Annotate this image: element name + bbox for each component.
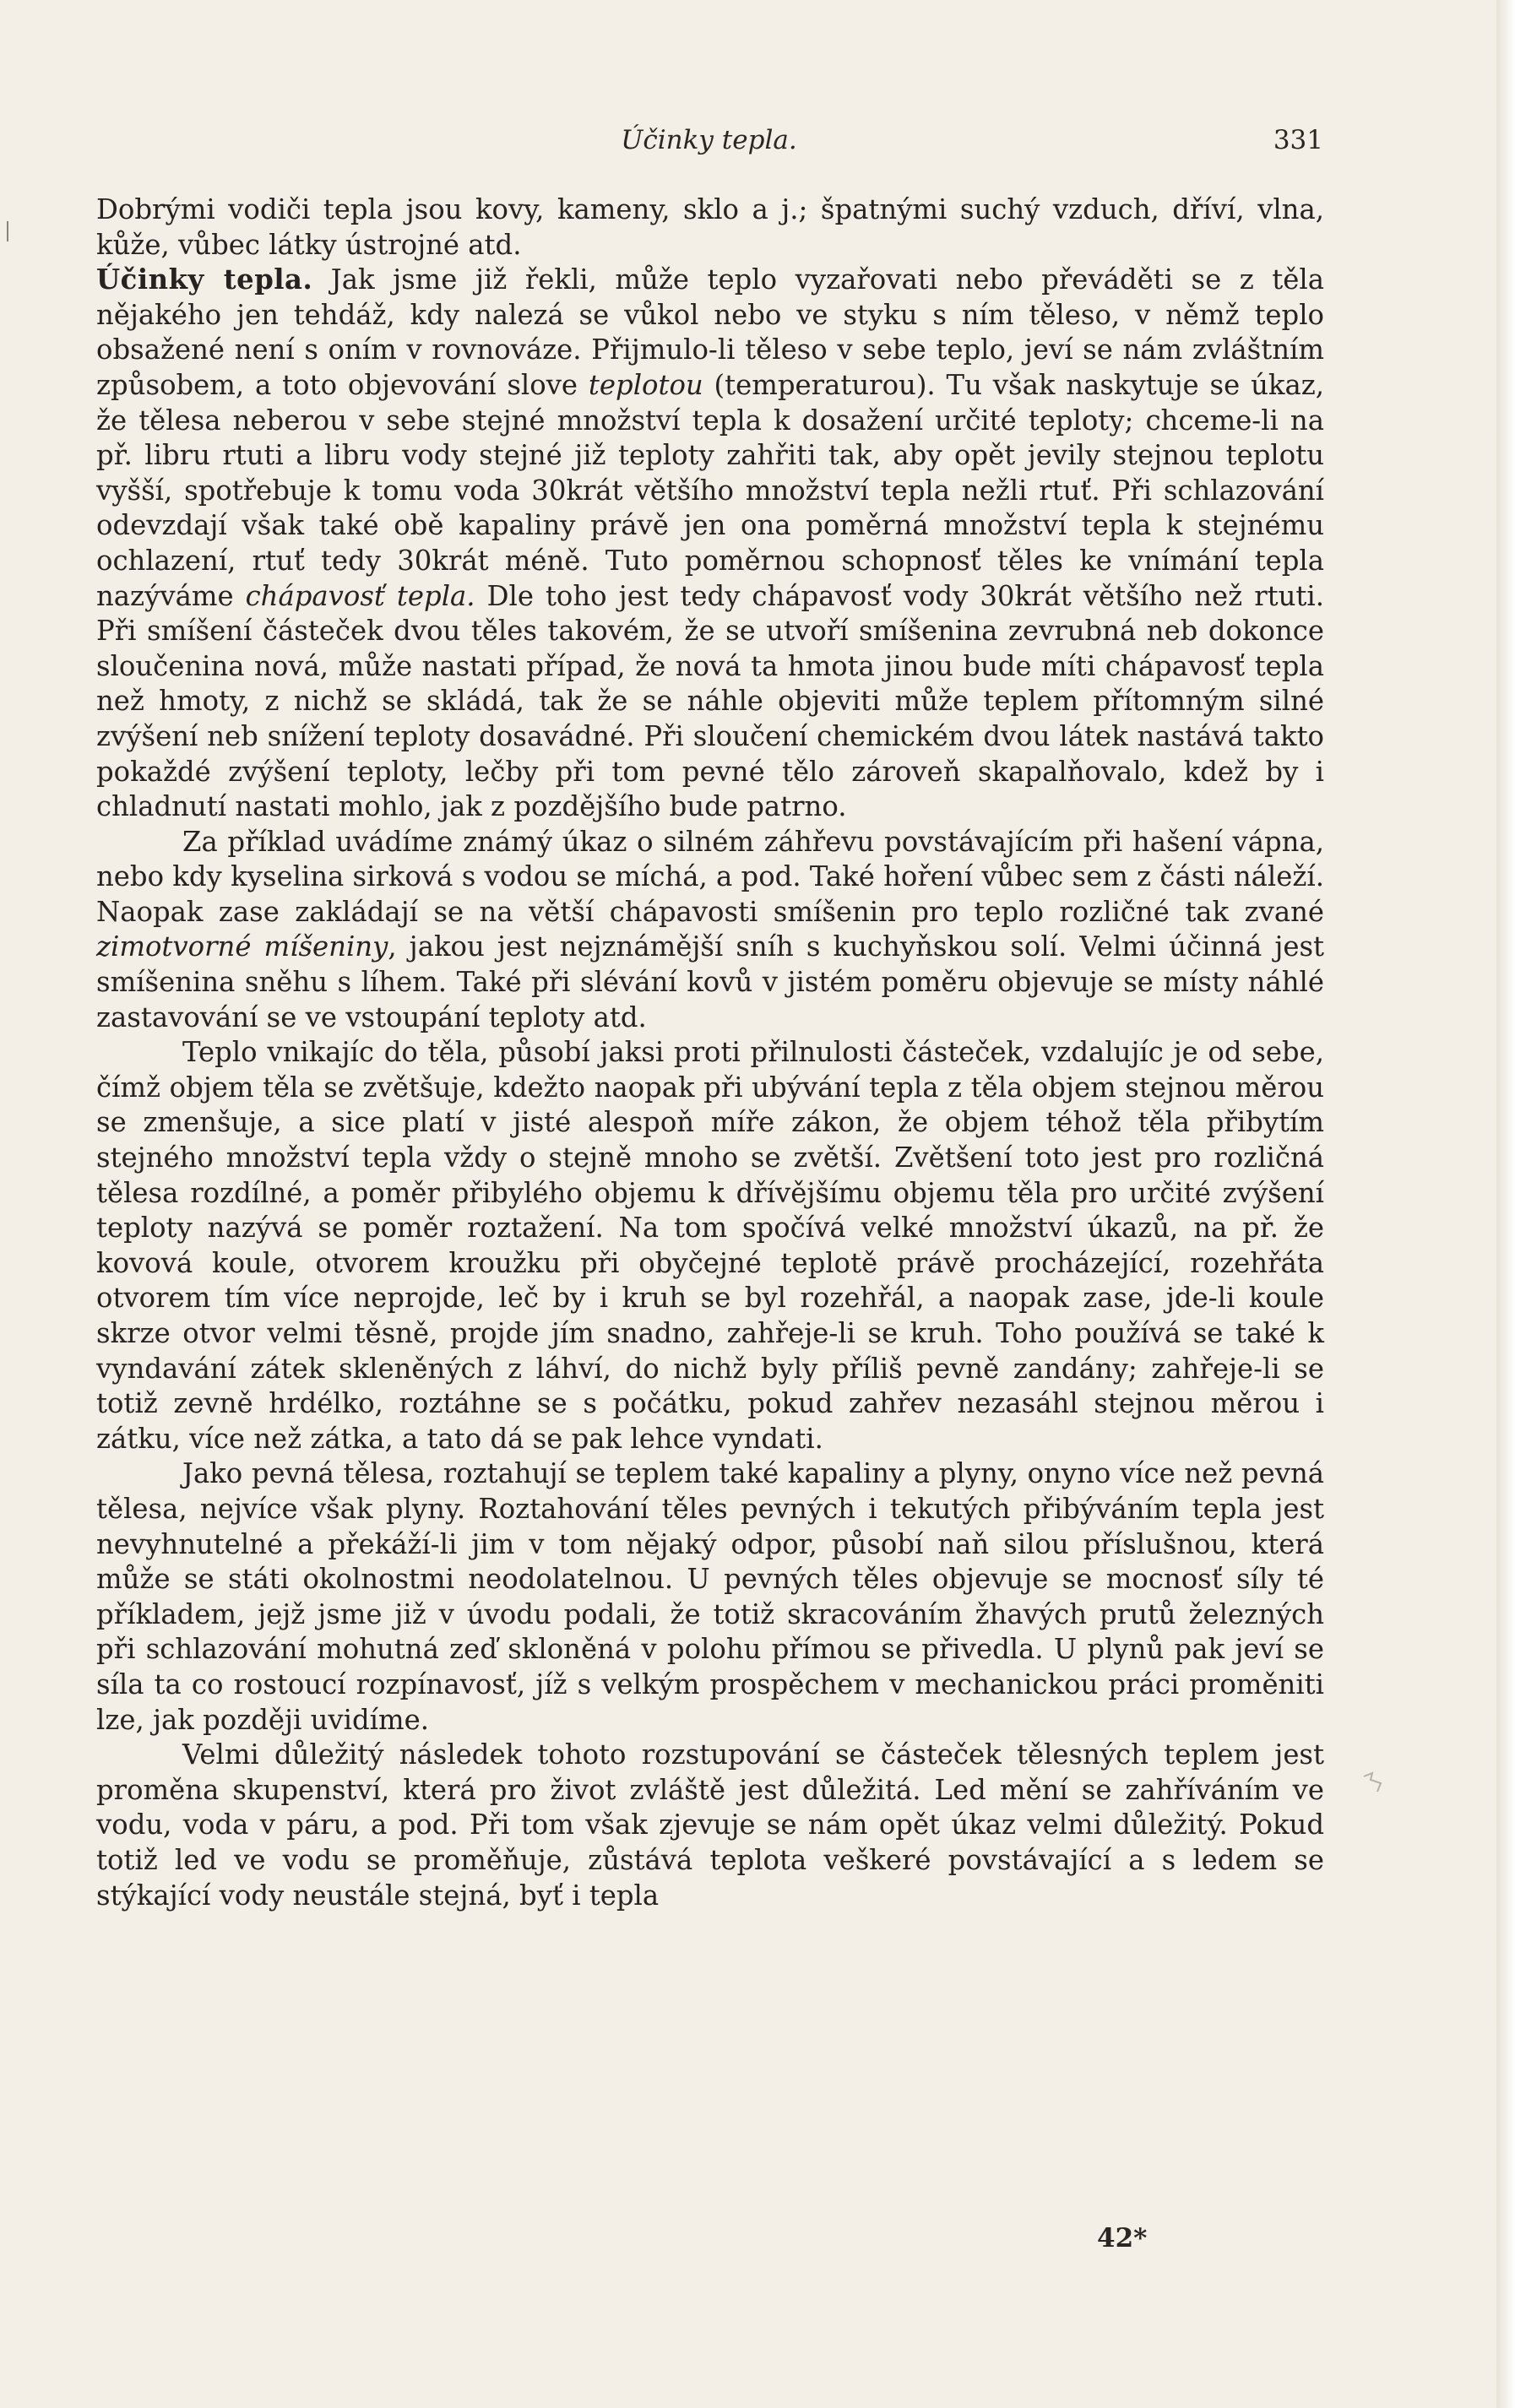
text-run: Dobrými vodiči tepla jsou kovy, kameny, sklo a j.; špatnými suchý vzduch, dříví, vlna, kůže, vůbec látky ústrojné atd. — [96, 193, 1324, 261]
text-run: (temperaturou). Tu však naskytuje se úkaz, že tělesa neberou v sebe stejné množství tepla k dosažení určité teploty; chceme-li na př. libru rtuti a libru vody stejné již teploty zahřiti tak, aby opět jevily stejnou teplotu vyšší, spotřebuje k tomu voda 30krát většího množství tepla nežli rtuť. Při schlazování odevzdají však také obě kapaliny právě jen ona poměrná množství tepla k stejnému ochlazení, rtuť tedy 30krát méně. Tuto poměrnou schopnosť těles ke vnímání tepla nazýváme — [96, 368, 1324, 612]
text-run: Teplo vnikajíc do těla, působí jaksi proti přilnulosti částeček, vzdalujíc je od sebe, čímž objem těla se zvětšuje, kdežto naopak při ubývání tepla z těla objem stejnou měrou se zmenšuje, a sice platí v jisté alespoň míře zákon, že objem téhož těla přibytím stejného množství tepla vždy o stejně mnoho se zvětší. Zvětšení toto jest pro rozličná tělesa rozdílné, a poměr přibylého objemu k dřívějšímu objemu těla pro určité zvýšení teploty nazývá se poměr roztažení. Na tom spočívá velké množství úkazů, na př. že kovová koule, otvorem kroužku při obyčejné teplotě právě procházející, rozehřáta otvorem tím více neprojde, leč by i kruh se byl rozehřál, a naopak zase, jde-li koule skrze otvor velmi těsně, projde jím snadno, zahřeje-li se kruh. Toho používá se také k vyndavání zátek skleněných z láhví, do nichž byly příliš pevně zandány; zahřeje-li se totiž zevně hrdélko, roztáhne se s počátku, pokud zahřev nezasáhl stejnou měrou i zátku, více než zátka, a tato dá se pak lehce vyndati. — [96, 1036, 1324, 1455]
section-heading: Účinky tepla. — [96, 263, 313, 296]
printer-signature-mark: 42* — [1097, 2223, 1148, 2253]
paragraph — [96, 263, 1324, 825]
paragraph — [96, 1456, 1324, 1738]
page-edge — [1496, 0, 1515, 2408]
text-run: Dle toho jest tedy chápavosť vody 30krát většího než rtuti. Při smíšení částeček dvou těles takovém, že se utvoří smíšenina zevrubná neb dokonce sloučenina nová, může nastati případ, že nová ta hmota jinou bude míti chápavosť tepla než hmoty, z nichž se skládá, tak že se náhle objeviti může teplem přítomným silné zvýšení neb snížení teploty dosavádné. Při sloučení chemickém dvou látek nastává takto pokaždé zvýšení teploty, lečby při tom pevné tělo zároveň skapalňovalo, kdež by i chladnutí nastati mohlo, jak z pozdějšího bude patrno. — [96, 579, 1325, 823]
page-header — [95, 125, 1323, 176]
text-run: Jak jsme již řekli, může teplo vyzařovati nebo převáděti se z těla nějakého jen tehdáž, kdy nalezá se vůkol nebo ve styku s ním těleso, v němž teplo obsažené není s oním v rovnováze. Přijmulo-li těleso v sebe teplo, jeví se nám zvláštním způsobem, a toto objevování slove — [96, 263, 1324, 401]
margin-tick-mark — [5, 221, 10, 241]
text-run: , jakou jest nejznámější sníh s kuchyňskou solí. Velmi účinná jest smíšenina sněhu s líhem. Také při slévání kovů v jistém poměru objevuje se místy náhlé zastavování se ve vstoupání teploty atd. — [96, 930, 1325, 1033]
page-number: 331 — [1273, 125, 1323, 155]
emphasized-term: zimotvorné míšeniny — [96, 930, 388, 963]
emphasized-term: teplotou — [588, 368, 703, 401]
paragraph — [96, 1035, 1324, 1456]
running-title: Účinky tepla. — [621, 125, 797, 155]
paragraph — [96, 1738, 1324, 1913]
text-run: Velmi důležitý následek tohoto rozstupování se částeček tělesných teplem jest proměna skupenství, která pro život zvláště jest důležitá. Led mění se zahříváním ve vodu, voda v páru, a pod. Při tom však zjevuje se nám opět úkaz velmi důležitý. Pokud totiž led ve vodu se proměňuje, zůstává teplota veškeré povstávající a s ledem se stýkající vody neustále stejná, byť i tepla — [96, 1738, 1324, 1912]
margin-pencil-mark — [1362, 1771, 1386, 1793]
body-text — [96, 193, 1324, 1913]
paragraph — [96, 193, 1324, 263]
emphasized-term: chápavosť tepla. — [245, 579, 475, 612]
paragraph — [96, 825, 1324, 1036]
text-run: Za příklad uvádíme známý úkaz o silném záhřevu povstávajícím při hašení vápna, nebo kdy kyselina sirková s vodou se míchá, a pod. Také hoření vůbec sem z části náleží. Naopak zase zakládají se na větší chápavosti smíšenin pro teplo rozličné tak zvané — [96, 825, 1324, 928]
text-run: Jako pevná tělesa, roztahují se teplem také kapaliny a plyny, onyno více než pevná tělesa, nejvíce však plyny. Roztahování těles pevných i tekutých přibýváním tepla jest nevyhnutelné a překáží-li jim v tom nějaký odpor, působí naň silou příslušnou, která může se státi okolnostmi neodolatelnou. U pevných těles objevuje se mocnosť síly té příkladem, jejž jsme již v úvodu podali, že totiž skracováním žhavých prutů železných při schlazování mohutná zeď skloněná v polohu přímou se přivedla. U plynů pak jeví se síla ta co rostoucí rozpínavosť, jíž s velkým prospěchem v mechanickou práci proměniti lze, jak později uvidíme. — [96, 1457, 1324, 1736]
